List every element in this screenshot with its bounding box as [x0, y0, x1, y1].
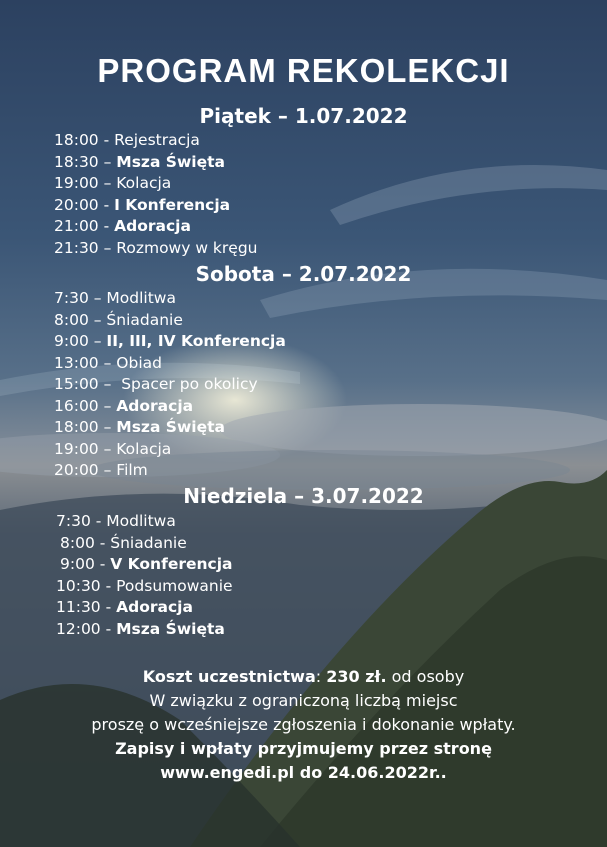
day-heading-sunday: Niedziela – 3.07.2022	[183, 484, 424, 508]
schedule-activity: Msza Święta	[116, 152, 225, 171]
schedule-separator: –	[88, 332, 107, 350]
schedule-separator: –	[98, 353, 117, 372]
schedule-list-sunday	[56, 511, 233, 640]
schedule-time: 20:00	[54, 195, 99, 214]
schedule-activity: Podsumowanie	[116, 576, 233, 595]
schedule-separator: –	[98, 396, 117, 415]
schedule-time: 21:00	[54, 217, 99, 235]
cost-label: Koszt uczestnictwa	[142, 667, 316, 686]
schedule-separator: -	[100, 576, 117, 595]
schedule-item	[54, 288, 286, 310]
schedule-activity: I Konferencja	[114, 195, 231, 214]
schedule-activity: Adoracja	[116, 598, 193, 616]
schedule-time: 9:00	[60, 555, 95, 573]
schedule-separator: -	[94, 555, 111, 573]
schedule-item	[54, 331, 286, 353]
schedule-item	[54, 195, 257, 217]
info-block	[0, 665, 607, 785]
schedule-separator: –	[88, 310, 107, 329]
day-heading-saturday: Sobota – 2.07.2022	[195, 262, 412, 286]
schedule-activity: Film	[116, 461, 148, 479]
schedule-activity: Msza Święta	[116, 619, 225, 638]
schedule-time: 16:00	[54, 396, 99, 415]
schedule-item	[56, 554, 233, 576]
day-heading-friday: Piątek – 1.07.2022	[199, 104, 408, 128]
schedule-separator: -	[94, 533, 111, 552]
schedule-separator: –	[98, 375, 122, 393]
schedule-activity: Spacer po okolicy	[121, 375, 258, 393]
page-title: PROGRAM REKOLEKCJI	[97, 52, 510, 89]
schedule-time: 7:30	[54, 289, 89, 307]
schedule-activity: Adoracja	[116, 396, 194, 415]
schedule-item	[54, 396, 286, 418]
schedule-time: 11:30	[56, 598, 101, 616]
schedule-list-friday	[54, 130, 257, 259]
schedule-separator: –	[98, 439, 117, 458]
schedule-item	[56, 597, 233, 619]
schedule-item	[54, 417, 286, 439]
schedule-item	[54, 216, 257, 238]
schedule-item	[54, 152, 257, 174]
schedule-item	[56, 511, 233, 533]
schedule-activity: Rejestracja	[114, 131, 200, 149]
schedule-activity: Kolacja	[116, 439, 172, 458]
schedule-activity: Msza Święta	[116, 418, 225, 436]
schedule-item	[54, 130, 257, 152]
schedule-separator: -	[100, 598, 117, 616]
registration-request-text: proszę o wcześniejsze zgłoszenia i dokonanie wpłaty.	[91, 715, 516, 734]
schedule-separator: –	[88, 289, 107, 307]
schedule-activity: V Konferencja	[110, 555, 233, 573]
limited-places-text: W związku z ograniczoną liczbą miejsc	[149, 691, 458, 710]
schedule-time: 15:00	[54, 375, 99, 393]
schedule-separator: -	[100, 619, 117, 638]
schedule-item	[56, 619, 233, 641]
schedule-separator: –	[98, 238, 117, 257]
schedule-item	[56, 533, 233, 555]
schedule-item	[54, 310, 286, 332]
schedule-time: 9:00	[54, 332, 89, 350]
cost-suffix: od osoby	[386, 667, 465, 686]
website-deadline-text: www.engedi.pl do 24.06.2022r..	[160, 763, 447, 782]
schedule-time: 8:00	[54, 310, 89, 329]
registration-info-text: Zapisy i wpłaty przyjmujemy przez stronę	[115, 739, 492, 758]
schedule-item	[54, 374, 286, 396]
schedule-separator: -	[98, 217, 115, 235]
schedule-time: 20:00	[54, 461, 99, 479]
schedule-time: 12:00	[56, 619, 101, 638]
schedule-item	[54, 439, 286, 461]
schedule-time: 18:00	[54, 131, 99, 149]
schedule-activity: Modlitwa	[106, 289, 176, 307]
schedule-time: 18:00	[54, 418, 99, 436]
cost-line	[0, 665, 607, 689]
schedule-separator: –	[98, 174, 117, 192]
schedule-time: 19:00	[54, 439, 99, 458]
schedule-item	[54, 460, 286, 482]
schedule-activity: II, III, IV Konferencja	[106, 332, 286, 350]
schedule-separator: -	[90, 512, 107, 530]
schedule-time: 21:30	[54, 238, 99, 257]
schedule-time: 19:00	[54, 174, 99, 192]
schedule-activity: Kolacja	[116, 174, 172, 192]
schedule-separator: -	[98, 195, 115, 214]
schedule-activity: Modlitwa	[106, 512, 176, 530]
schedule-item	[54, 238, 257, 260]
schedule-separator: –	[98, 152, 117, 171]
schedule-separator: -	[98, 131, 115, 149]
schedule-separator: –	[98, 418, 117, 436]
schedule-time: 18:30	[54, 152, 99, 171]
schedule-activity: Adoracja	[114, 217, 191, 235]
cost-colon: :	[315, 667, 327, 686]
schedule-time: 13:00	[54, 353, 99, 372]
schedule-list-saturday	[54, 288, 286, 482]
schedule-item	[54, 173, 257, 195]
schedule-time: 10:30	[56, 576, 101, 595]
schedule-activity: Śniadanie	[110, 533, 187, 552]
schedule-item	[54, 353, 286, 375]
schedule-activity: Rozmowy w kręgu	[116, 238, 258, 257]
schedule-time: 8:00	[60, 533, 95, 552]
schedule-time: 7:30	[56, 512, 91, 530]
cost-value: 230 zł.	[326, 667, 387, 686]
schedule-activity: Śniadanie	[106, 310, 183, 329]
schedule-item	[56, 576, 233, 598]
schedule-activity: Obiad	[116, 353, 162, 372]
schedule-separator: –	[98, 461, 117, 479]
